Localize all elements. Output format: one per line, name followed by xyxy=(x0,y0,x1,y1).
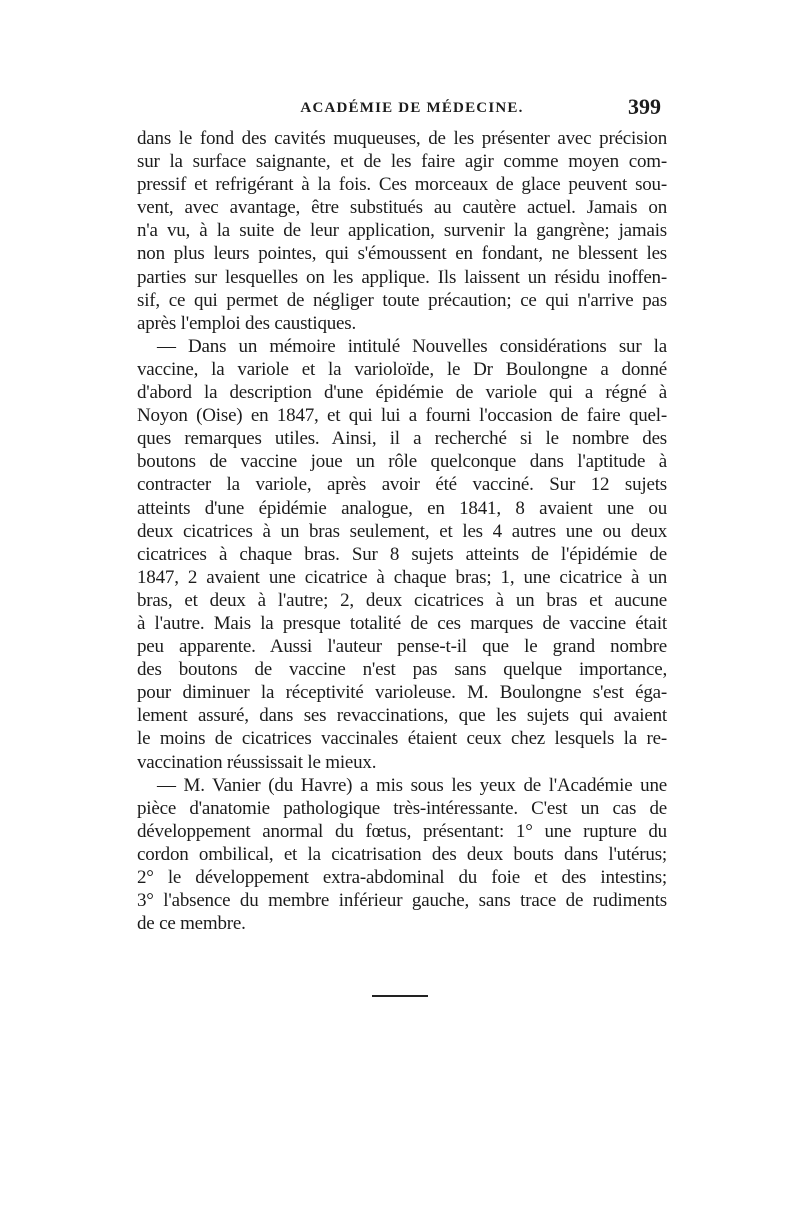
text-line: après l'emploi des caustiques. xyxy=(137,312,357,334)
text-line: pressif et refrigérant à la fois. Ces morceaux de glace peuvent sou- xyxy=(137,174,667,196)
paragraph-start-line: — M. Vanier (du Havre) a mis sous les yeux de l'Académie une xyxy=(157,774,667,796)
text-line: vaccine, la variole et la varioloïde, le Dr Boulongne a donné xyxy=(137,358,667,380)
paragraph-start-line: — Dans un mémoire intitulé Nouvelles considérations sur la xyxy=(157,335,667,357)
text-line: ques remarques utiles. Ainsi, il a recherché si le nombre des xyxy=(137,428,667,450)
text-line: développement anormal du fœtus, présentant: 1° une rupture du xyxy=(137,820,667,842)
text-line: dans le fond des cavités muqueuses, de les présenter avec précision xyxy=(137,128,667,149)
end-rule xyxy=(372,995,428,997)
text-line: contracter la variole, après avoir été vacciné. Sur 12 sujets xyxy=(137,474,667,496)
running-title: ACADÉMIE DE MÉDECINE. xyxy=(300,100,524,116)
text-line: non plus leurs pointes, qui s'émoussent en fondant, ne blessent les xyxy=(137,243,667,265)
running-head xyxy=(137,94,667,126)
text-line: le moins de cicatrices vaccinales étaient ceux chez lesquels la re- xyxy=(137,728,667,750)
text-line: 3° l'absence du membre inférieur gauche, sans trace de rudiments xyxy=(137,890,667,912)
text-line: atteints d'une épidémie analogue, en 1841, 8 avaient une ou xyxy=(137,497,667,519)
text-line: pièce d'anatomie pathologique très-intéressante. C'est un cas de xyxy=(137,797,667,819)
text-line: 1847, 2 avaient une cicatrice à chaque bras; 1, une cicatrice à un xyxy=(137,566,667,588)
text-line: cicatrices à chaque bras. Sur 8 sujets atteints de l'épidémie de xyxy=(137,543,667,565)
text-line: 2° le développement extra-abdominal du foie et des intestins; xyxy=(137,867,667,888)
text-line: bras, et deux à l'autre; 2, deux cicatrices à un bras et aucune xyxy=(137,589,667,611)
text-line: peu apparente. Aussi l'auteur pense-t-il que le grand nombre xyxy=(137,636,667,658)
text-line: n'a vu, à la suite de leur application, survenir la gangrène; jamais xyxy=(137,220,667,242)
text-line: Noyon (Oise) en 1847, et qui lui a fourni l'occasion de faire quel- xyxy=(137,405,667,427)
text-line: parties sur lesquelles on les applique. Ils laissent un résidu inoffen- xyxy=(137,266,667,288)
page-number: 399 xyxy=(628,94,661,119)
text-line: vaccination réussissait le mieux. xyxy=(137,751,377,773)
text-line: cordon ombilical, et la cicatrisation des deux bouts dans l'utérus; xyxy=(137,843,667,865)
text-line: des boutons de vaccine n'est pas sans quelque importance, xyxy=(137,659,667,681)
text-line: d'abord la description d'une épidémie de variole qui a régné à xyxy=(137,382,667,404)
text-line: de ce membre. xyxy=(137,913,246,935)
text-line: sif, ce qui permet de négliger toute précaution; ce qui n'arrive pas xyxy=(137,289,667,311)
text-line: lement assuré, dans ses revaccinations, que les sujets qui avaient xyxy=(137,705,667,727)
body-text xyxy=(137,127,667,935)
text-line: sur la surface saignante, et de les faire agir comme moyen com- xyxy=(137,151,667,173)
text-line: pour diminuer la réceptivité varioleuse. M. Boulongne s'est éga- xyxy=(137,682,667,704)
text-line: boutons de vaccine joue un rôle quelconque dans l'aptitude à xyxy=(137,451,667,473)
text-line: deux cicatrices à un bras seulement, et les 4 autres une ou deux xyxy=(137,520,667,542)
text-line: vent, avec avantage, être substitués au cautère actuel. Jamais on xyxy=(137,197,667,219)
text-line: à l'autre. Mais la presque totalité de ces marques de vaccine était xyxy=(137,612,667,634)
